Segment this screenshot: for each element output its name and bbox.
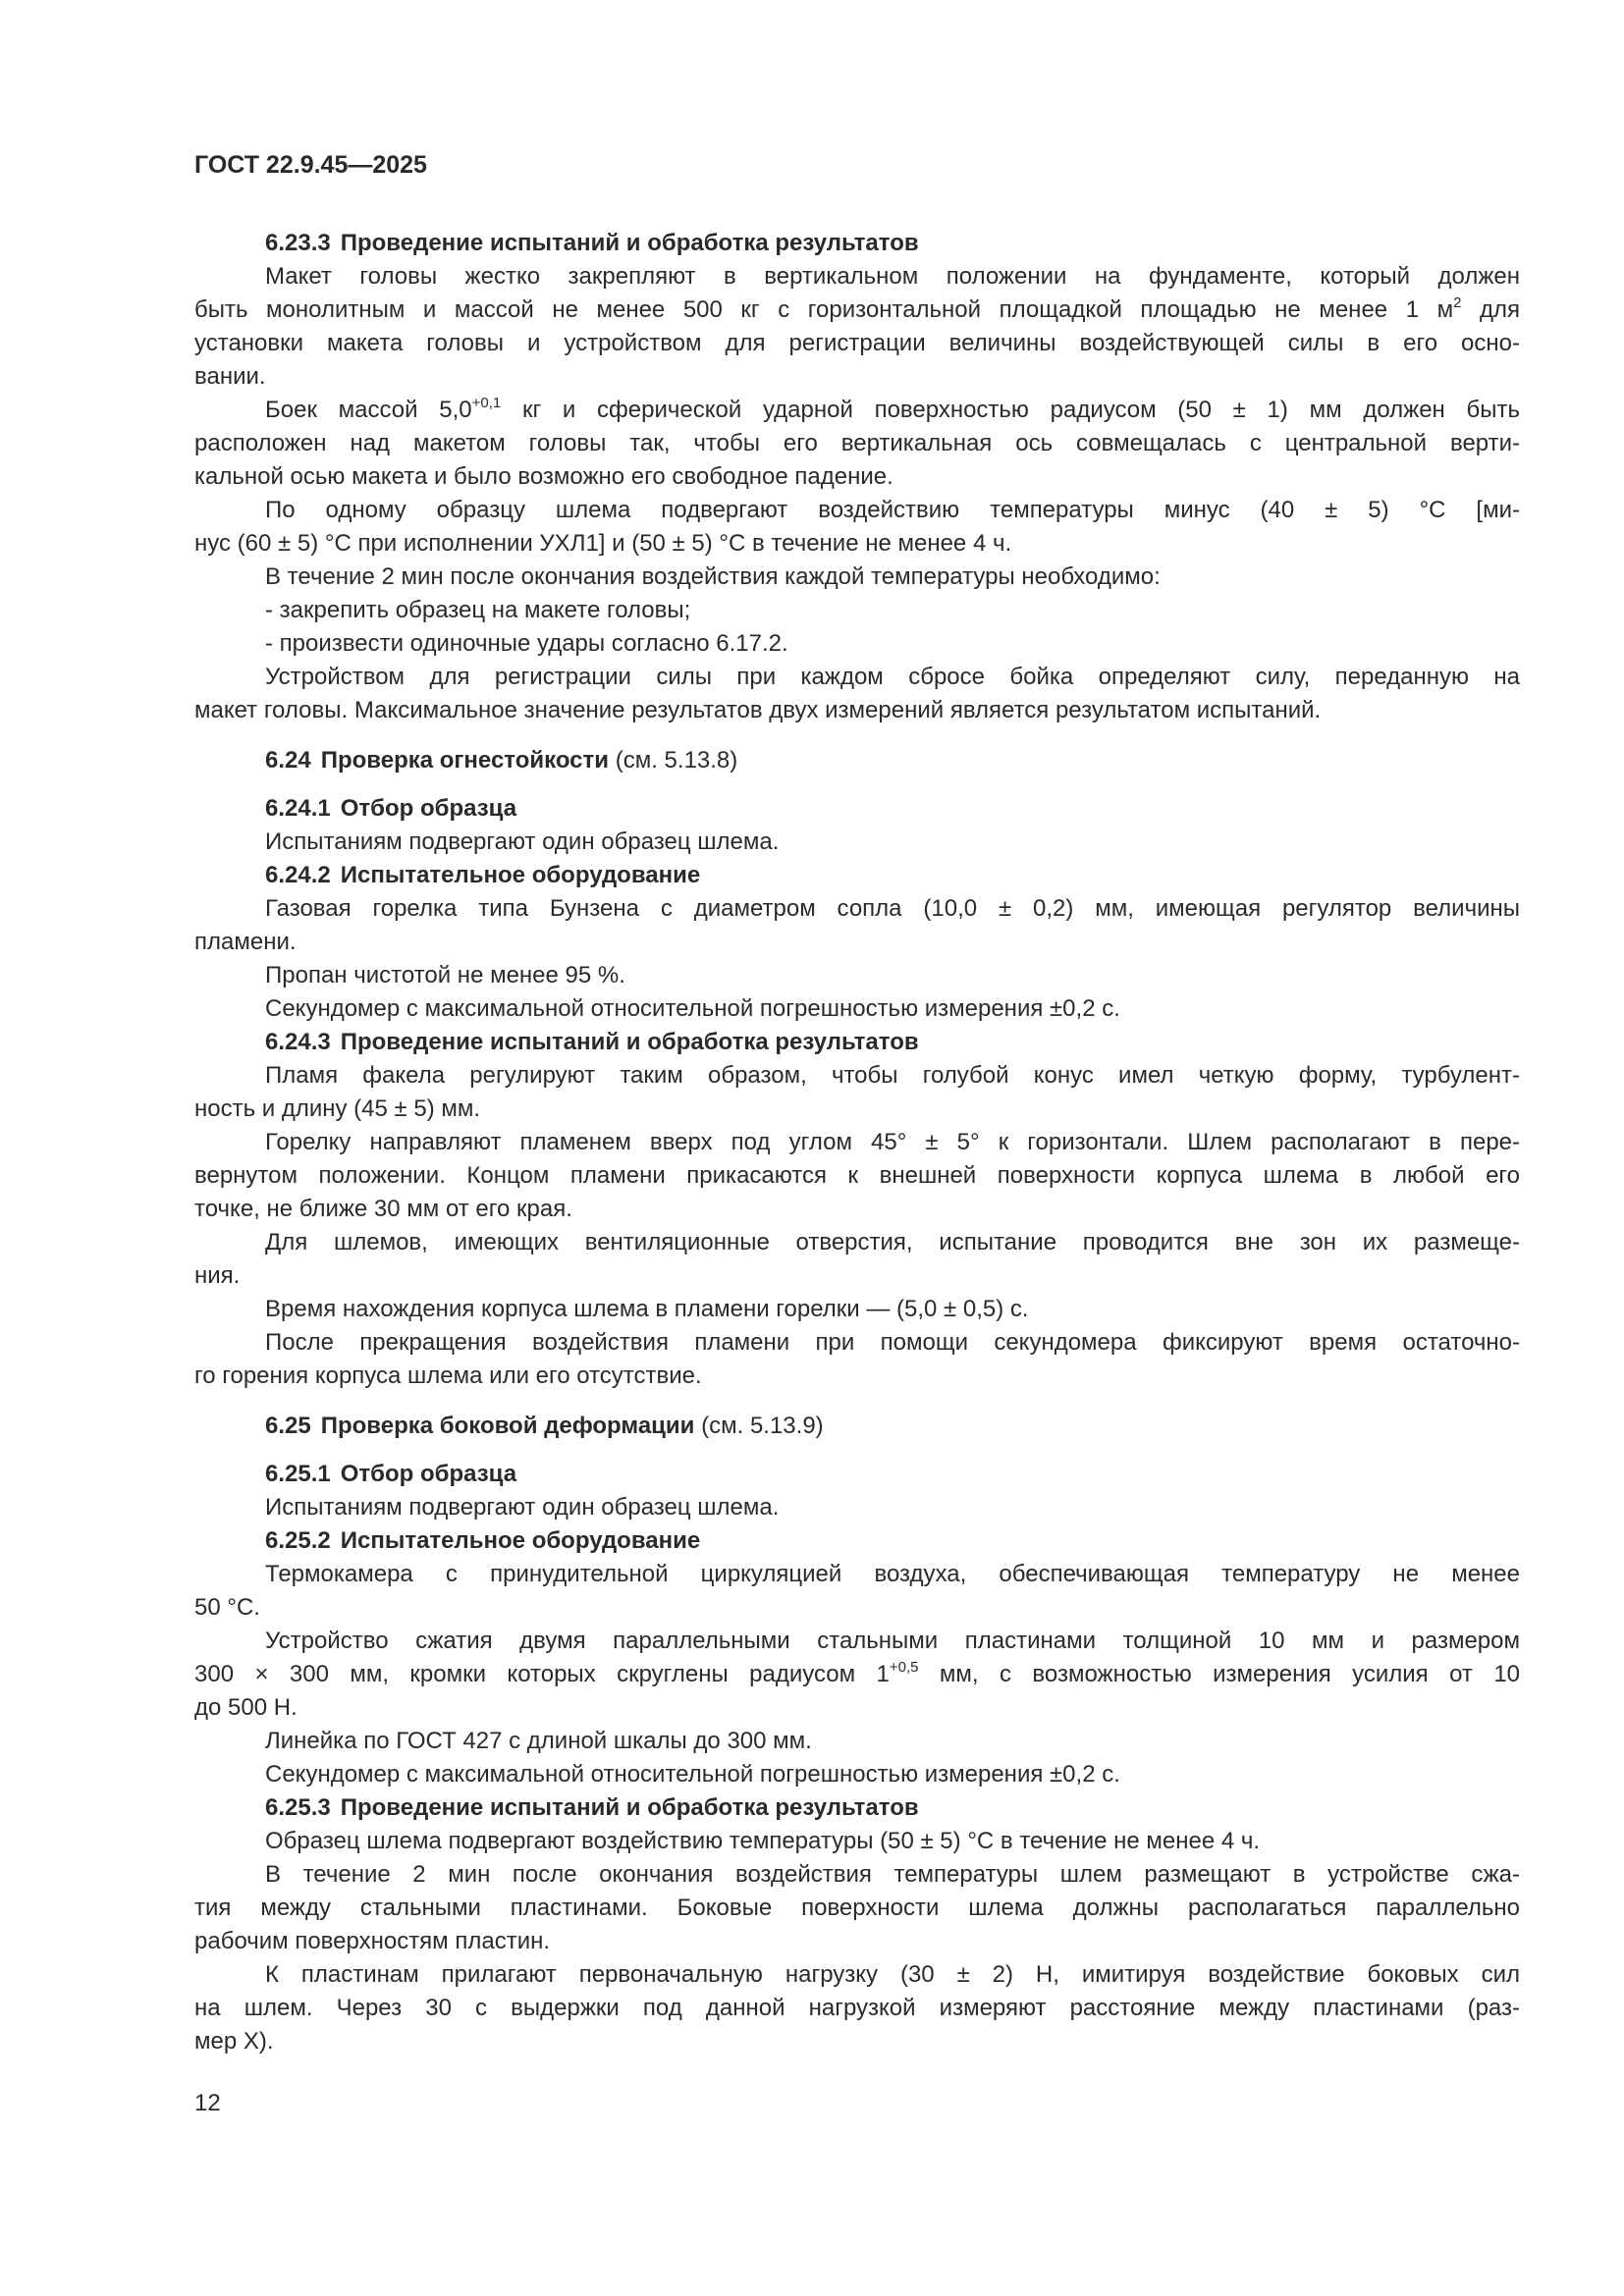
paragraph (194, 1059, 1520, 1126)
text-segment: Устройством для регистрации силы при каждом сбросе бойка определяют силу, переданную на (265, 664, 1520, 690)
paragraph (194, 1825, 1520, 1858)
text-segment: - произвести одиночные удары согласно 6.17.2. (265, 630, 788, 657)
paragraph (194, 992, 1520, 1026)
text-segment: до 500 Н. (194, 1694, 298, 1721)
text-line (194, 926, 1520, 959)
heading-title: Отбор образца (340, 1461, 517, 1487)
text-line (194, 260, 1520, 294)
heading-title: Проведение испытаний и обработка результатов (340, 1029, 919, 1055)
text-line (194, 460, 1520, 494)
heading-title: Отбор образца (340, 795, 517, 822)
heading-reference: (см. 5.13.9) (701, 1413, 824, 1439)
heading-number: 6.23.3 (265, 230, 331, 256)
paragraph (194, 1858, 1520, 1958)
text-segment: Для шлемов, имеющих вентиляционные отверстия, испытание проводится вне зон их размеще- (265, 1229, 1520, 1255)
text-line (194, 1691, 1520, 1725)
text-segment: Устройство сжатия двумя параллельными стальными пластинами толщиной 10 мм и размером (265, 1628, 1520, 1654)
heading-title: Испытательное оборудование (340, 1527, 701, 1554)
subsection-heading (194, 1458, 1520, 1491)
text-line (194, 394, 1520, 427)
document-body (194, 227, 1520, 2058)
paragraph (194, 661, 1520, 727)
text-segment: кальной осью макета и было возможно его свободное падение. (194, 463, 893, 490)
paragraph (194, 561, 1520, 594)
subsection-heading (194, 1791, 1520, 1825)
text-segment: нус (60 ± 5) °С при исполнении УХЛ1] и (50 ± 5) °С в течение не менее 4 ч. (194, 530, 1012, 557)
heading-number: 6.24.3 (265, 1029, 331, 1055)
document-header: ГОСТ 22.9.45—2025 (194, 151, 427, 179)
text-segment: Макет головы жестко закрепляют в вертикальном положении на фундаменте, который должен (265, 263, 1520, 290)
heading-title: Проверка боковой деформации (320, 1413, 695, 1439)
text-segment: Испытаниям подвергают один образец шлема. (265, 1494, 780, 1521)
paragraph (194, 1226, 1520, 1293)
text-segment: После прекращения воздействия пламени при помощи секундомера фиксируют время остаточно- (265, 1329, 1520, 1356)
paragraph (194, 1725, 1520, 1758)
text-segment: Термокамера с принудительной циркуляцией воздуха, обеспечивающая температуру не менее (265, 1561, 1520, 1587)
text-segment: рабочим поверхностям пластин. (194, 1928, 551, 1954)
heading-number: 6.24.2 (265, 862, 331, 888)
text-line (194, 661, 1520, 694)
text-line (194, 494, 1520, 527)
subsection-heading (194, 1026, 1520, 1059)
text-segment: го горения корпуса шлема или его отсутствие. (194, 1362, 702, 1389)
text-line (194, 1758, 1520, 1791)
paragraph (194, 627, 1520, 661)
text-segment: В течение 2 мин после окончания воздействия температуры шлем размещают в устройстве сжа- (265, 1861, 1520, 1888)
paragraph (194, 594, 1520, 627)
superscript: +0,1 (471, 395, 502, 411)
text-segment: расположен над макетом головы так, чтобы его вертикальная ось совмещалась с центральной верти- (194, 430, 1520, 456)
paragraph (194, 1326, 1520, 1393)
page-number: 12 (194, 2090, 221, 2116)
text-line (194, 1159, 1520, 1193)
paragraph (194, 1758, 1520, 1791)
text-segment: Боек массой 5,0 (265, 397, 472, 423)
text-line (194, 1591, 1520, 1625)
heading-reference: (см. 5.13.8) (615, 747, 738, 774)
subsection-heading (194, 227, 1520, 260)
paragraph (194, 892, 1520, 959)
heading-title: Проведение испытаний и обработка результатов (340, 230, 919, 256)
text-segment: Образец шлема подвергают воздействию температуры (50 ± 5) °С в течение не менее 4 ч. (265, 1828, 1261, 1854)
text-segment: мм, с возможностью измерения усилия от 10 (918, 1661, 1521, 1687)
text-line (194, 1259, 1520, 1293)
text-segment: ния. (194, 1262, 241, 1289)
text-segment: Линейка по ГОСТ 427 с длиной шкалы до 300 мм. (265, 1728, 812, 1754)
text-segment: По одному образцу шлема подвергают воздействию температуры минус (40 ± 5) °С [ми- (265, 497, 1520, 523)
heading-title: Испытательное оборудование (340, 862, 701, 888)
text-segment: Газовая горелка типа Бунзена с диаметром сопла (10,0 ± 0,2) мм, имеющая регулятор величины (265, 895, 1520, 922)
section-heading (194, 1410, 1520, 1443)
text-segment: Время нахождения корпуса шлема в пламени горелки — (5,0 ± 0,5) с. (265, 1296, 1029, 1322)
paragraph (194, 494, 1520, 561)
text-line (194, 627, 1520, 661)
heading-number: 6.24 (265, 747, 311, 774)
text-line (194, 1226, 1520, 1259)
text-line (194, 826, 1520, 859)
text-line (194, 1491, 1520, 1524)
paragraph (194, 1625, 1520, 1725)
superscript: +0,5 (889, 1659, 919, 1676)
text-line (194, 1958, 1520, 1992)
paragraph (194, 1293, 1520, 1326)
text-segment: ность и длину (45 ± 5) мм. (194, 1095, 481, 1122)
text-line (194, 427, 1520, 460)
heading-number: 6.24.1 (265, 795, 331, 822)
text-segment: тия между стальными пластинами. Боковые поверхности шлема должны располагаться параллельно (194, 1895, 1520, 1921)
text-line (194, 694, 1520, 727)
text-line (194, 1625, 1520, 1658)
text-line (194, 1725, 1520, 1758)
section-heading (194, 744, 1520, 777)
subsection-heading (194, 1524, 1520, 1558)
text-segment: Пламя факела регулируют таким образом, чтобы голубой конус имел четкую форму, турбулент- (265, 1062, 1520, 1089)
text-line (194, 1059, 1520, 1093)
paragraph (194, 959, 1520, 992)
text-segment: Испытаниям подвергают один образец шлема. (265, 828, 780, 855)
text-line (194, 1892, 1520, 1925)
text-line (194, 992, 1520, 1026)
text-line (194, 294, 1520, 327)
text-segment: Горелку направляют пламенем вверх под углом 45° ± 5° к горизонтали. Шлем располагают в пере- (265, 1129, 1520, 1155)
text-line (194, 594, 1520, 627)
heading-number: 6.25 (265, 1413, 311, 1439)
text-line (194, 1293, 1520, 1326)
paragraph (194, 1558, 1520, 1625)
text-segment: быть монолитным и массой не менее 500 кг с горизонтальной площадкой площадью не менее 1 м (194, 296, 1454, 323)
text-segment: кг и сферической ударной поверхностью радиусом (50 ± 1) мм должен быть (501, 397, 1521, 423)
text-segment: вернутом положении. Концом пламени прикасаются к внешней поверхности корпуса шлема в любой его (194, 1162, 1520, 1189)
text-segment: для (1461, 296, 1521, 323)
heading-title: Проведение испытаний и обработка результатов (340, 1794, 919, 1821)
text-segment: мер X). (194, 2028, 274, 2055)
text-line (194, 1658, 1520, 1691)
text-segment: точке, не ближе 30 мм от его края. (194, 1196, 572, 1222)
text-line (194, 1858, 1520, 1892)
text-segment: Пропан чистотой не менее 95 %. (265, 962, 625, 988)
text-line (194, 1326, 1520, 1360)
text-line (194, 1558, 1520, 1591)
text-line (194, 561, 1520, 594)
text-line (194, 527, 1520, 561)
text-segment: 50 °С. (194, 1594, 260, 1621)
paragraph (194, 826, 1520, 859)
text-segment: 300 × 300 мм, кромки которых скруглены радиусом 1 (194, 1661, 890, 1687)
paragraph (194, 1958, 1520, 2058)
text-segment: пламени. (194, 929, 297, 955)
subsection-heading (194, 792, 1520, 826)
text-line (194, 1992, 1520, 2025)
text-segment: макет головы. Максимальное значение результатов двух измерений является результатом испытаний. (194, 697, 1322, 723)
paragraph (194, 260, 1520, 394)
text-segment: - закрепить образец на макете головы; (265, 597, 691, 623)
text-segment: на шлем. Через 30 с выдержки под данной нагрузкой измеряют расстояние между пластинами (раз- (194, 1995, 1520, 2021)
paragraph (194, 394, 1520, 494)
text-line (194, 1126, 1520, 1159)
text-line (194, 1093, 1520, 1126)
text-segment: К пластинам прилагают первоначальную нагрузку (30 ± 2) Н, имитируя воздействие боковых сил (265, 1961, 1520, 1988)
text-segment: Секундомер с максимальной относительной погрешностью измерения ±0,2 с. (265, 995, 1120, 1022)
heading-number: 6.25.2 (265, 1527, 331, 1554)
text-line (194, 959, 1520, 992)
heading-title: Проверка огнестойкости (320, 747, 610, 774)
heading-number: 6.25.1 (265, 1461, 331, 1487)
text-line (194, 892, 1520, 926)
text-line (194, 360, 1520, 394)
text-line (194, 1360, 1520, 1393)
heading-number: 6.25.3 (265, 1794, 331, 1821)
subsection-heading (194, 859, 1520, 892)
text-line (194, 2025, 1520, 2058)
text-segment: вании. (194, 363, 266, 390)
text-line (194, 1925, 1520, 1958)
text-segment: В течение 2 мин после окончания воздействия каждой температуры необходимо: (265, 563, 1161, 590)
text-line (194, 1825, 1520, 1858)
text-segment: установки макета головы и устройством для регистрации величины воздействующей силы в его осно- (194, 330, 1520, 356)
text-segment: Секундомер с максимальной относительной погрешностью измерения ±0,2 с. (265, 1761, 1120, 1788)
text-line (194, 327, 1520, 360)
paragraph (194, 1126, 1520, 1226)
text-line (194, 1193, 1520, 1226)
superscript: 2 (1453, 294, 1462, 311)
paragraph (194, 1491, 1520, 1524)
